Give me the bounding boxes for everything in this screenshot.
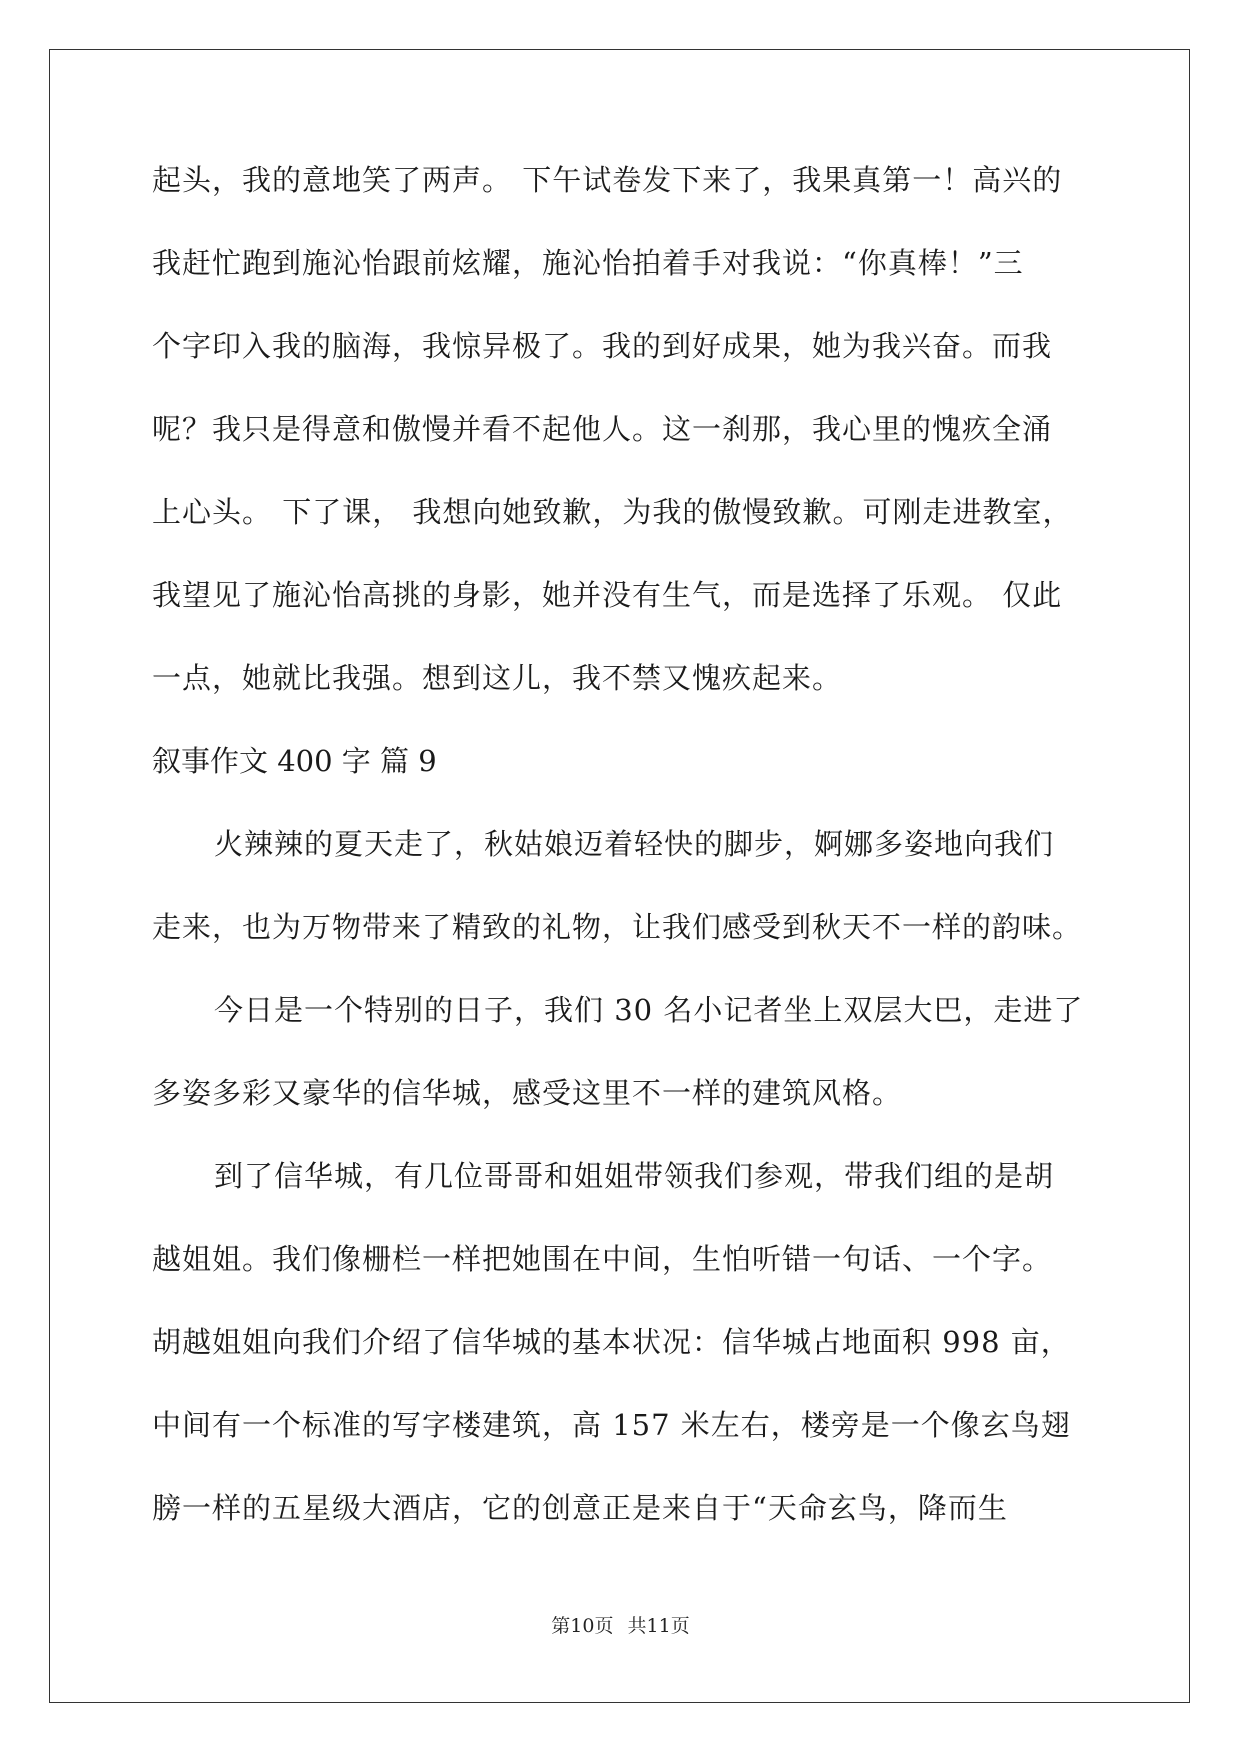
- document-body: [152, 158, 1092, 1569]
- text-line: 起头，我的意地笑了两声。 下午试卷发下来了，我果真第一！高兴的: [152, 163, 1063, 197]
- text-line: 我望见了施沁怡高挑的身影，她并没有生气，而是选择了乐观。 仅此: [152, 578, 1063, 612]
- text-line: 走来，也为万物带来了精致的礼物，让我们感受到秋天不一样的韵味。: [152, 910, 1083, 944]
- paragraph-4: [152, 1154, 1092, 1569]
- page-footer: [0, 1611, 1241, 1638]
- paragraph-1: [152, 158, 1092, 739]
- text-line: 我赶忙跑到施沁怡跟前炫耀，施沁怡拍着手对我说：“你真棒！”三: [152, 246, 1024, 280]
- section-heading: 叙事作文 400 字 篇 9: [152, 744, 437, 778]
- text-line: 越姐姐。我们像栅栏一样把她围在中间，生怕听错一句话、一个字。: [152, 1242, 1053, 1276]
- text-line: 今日是一个特别的日子，我们 30 名小记者坐上双层大巴，走进了: [214, 993, 1084, 1027]
- text-line: 呢？我只是得意和傲慢并看不起他人。这一刹那，我心里的愧疚全涌: [152, 412, 1053, 446]
- paragraph-3: [152, 988, 1092, 1154]
- text-line: 胡越姐姐向我们介绍了信华城的基本状况：信华城占地面积 998 亩，: [152, 1325, 1071, 1359]
- text-line: 一点，她就比我强。想到这儿，我不禁又愧疚起来。: [152, 661, 843, 695]
- text-line: 中间有一个标准的写字楼建筑，高 157 米左右，楼旁是一个像玄鸟翅: [152, 1408, 1071, 1442]
- paragraph-2: [152, 822, 1092, 988]
- text-line: 多姿多彩又豪华的信华城，感受这里不一样的建筑风格。: [152, 1076, 903, 1110]
- total-pages: 共11页: [627, 1615, 690, 1637]
- text-line: 上心头。 下了课， 我想向她致歉，为我的傲慢致歉。可刚走进教室，: [152, 495, 1073, 529]
- text-line: 火辣辣的夏天走了，秋姑娘迈着轻快的脚步，婀娜多姿地向我们: [214, 827, 1055, 861]
- text-line: 到了信华城，有几位哥哥和姐姐带领我们参观，带我们组的是胡: [214, 1159, 1055, 1193]
- text-line: 膀一样的五星级大酒店，它的创意正是来自于“天命玄鸟，降而生: [152, 1491, 1008, 1525]
- text-line: 个字印入我的脑海，我惊异极了。我的到好成果，她为我兴奋。而我: [152, 329, 1053, 363]
- current-page-number: 第10页: [551, 1615, 614, 1637]
